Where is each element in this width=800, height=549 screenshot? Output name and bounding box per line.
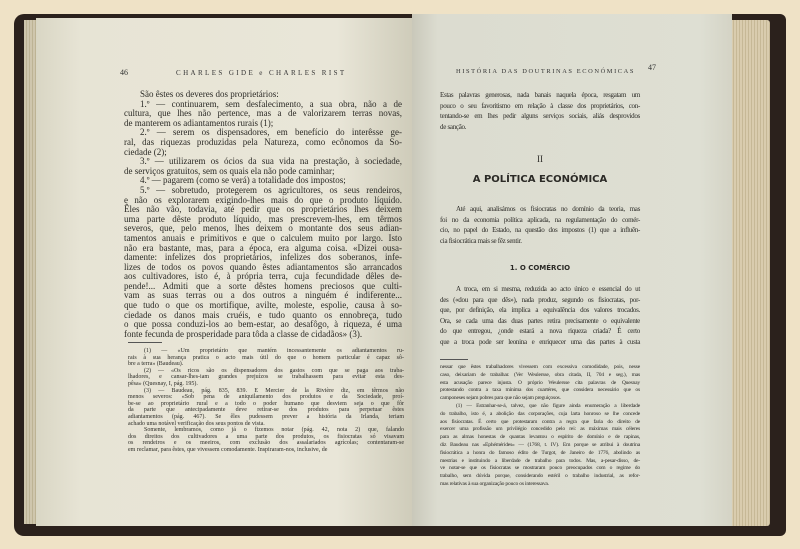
text-line: cultura, que lhes não pertence, mas a de valorizarem terras novas,: [124, 108, 402, 119]
text-line: pouco o seu favoritismo em relação à classe dos proprietários, con-: [440, 101, 640, 110]
text-line: (1) — Estranhar-se-á, talvez, que não figure ainda enumeração a liberdade: [456, 402, 640, 409]
running-head: CHARLES GIDE e CHARLES RIST: [176, 69, 347, 77]
text-line: ral, das riquezas produzidas pela Natureza, como ecônomos da So-: [124, 136, 402, 147]
footnotes: [440, 364, 640, 489]
text-line: damente: infelizes dos proprietários, infelizes dos soberanos, infe-: [124, 252, 402, 263]
text-line: de sanção.: [440, 122, 467, 131]
text-line: que tudo o que os mortifique, avilte, moleste, espolie, causa à so-: [124, 300, 402, 311]
page-number: 46: [120, 68, 128, 77]
text-line: cia fisiocrática mais se fêz sentir.: [440, 236, 522, 245]
footnotes: [128, 348, 404, 454]
text-line: aos cultivadores, isto é, à própria terra, cuja fecundidade dêles de-: [124, 271, 402, 282]
text-line: 2.º — serem os dispensadores, em benefício do interêsse ge-: [140, 127, 402, 138]
text-line: adiantamentos (pág. 467). Se êles pudessem prever a história da Irlanda, teriam: [128, 413, 404, 420]
text-line: lizes de todos os povos quando êstes adiantamentos são arrancados: [124, 261, 402, 272]
text-line: bre a terra» (Baudeau).: [128, 361, 184, 368]
text-line: e não os explorarem exigindo-lhes mais do que o produto líquido.: [124, 194, 402, 205]
paragraph: [440, 204, 640, 246]
text-line: tentando-se em lhes pedir alguns serviços sociais, aliás desprovidos: [440, 112, 640, 120]
footnote-rule: [128, 342, 162, 343]
text-line: protestando contra a taxa mínima dos cuartéres, que considera necessário que os: [440, 387, 640, 394]
text-line: caso, deixariam de trabalhar. (Ver Weulersse, obra citada, II, 704 e seg.), mas: [440, 371, 640, 378]
left-page: [36, 18, 412, 526]
text-line: cio, no papel do Estado, na questão dos impostos (1) que a influên-: [440, 226, 640, 234]
page-number: 47: [648, 63, 656, 72]
text-line: Êles não vão, todavia, até pedir que os proprietários lhes deixem: [124, 204, 402, 215]
page-edges-right: [728, 20, 770, 526]
text-line: 3.º — utilizarem os ócios da sua vida na prestação, à sociedade,: [140, 156, 402, 167]
text-line: ciedade (2);: [124, 146, 167, 157]
text-line: do que entregou, ¿onde estará a nova riqueza criada? É certo: [440, 327, 640, 335]
text-line: de serviços gratuitos, sem os quais ela não pode caminhar;: [124, 165, 335, 176]
chapter-title: A POLÍTICA ECONÓMICA: [472, 174, 608, 185]
text-line: para as almas honestas de quantas levantou o espírito de domínio e de rapinas,: [440, 434, 640, 441]
right-page: [412, 14, 732, 526]
text-line: ve notar-se que os fisiocratas se mostraram pouco preocupados com o regime do: [440, 465, 640, 472]
text-line: lhadores, e cansar-lhes-iam grandes prejuízos se trabalhassem para evitar esta des-: [128, 374, 404, 381]
text-line: pêsa» (Quesnay, I, pág. 195).: [128, 380, 198, 387]
text-line: não era bastante, mas, para a época, era alguma coisa. «Dizei ousa-: [124, 242, 402, 253]
text-line: Ora, se cada uma das duas partes retira precisamente o equivalente: [440, 316, 640, 325]
text-line: foi no da economia política aplicada, na regulamentação do comér-: [440, 215, 640, 224]
text-line: que a troca pode ser leonina e enriquecer uma das partes à custa: [440, 337, 640, 346]
text-line: vam as suas terras ou a dos outros a ninguém é indiferente...: [124, 290, 402, 301]
section-title: 1. O COMÉRCIO: [509, 264, 571, 272]
text-line: 1.º — continuarem, sem desfalecimento, a sua obra, não a de: [140, 98, 402, 109]
text-line: tamentos anuais e primitivos e que o calculem muito por largo. Isto: [124, 232, 402, 243]
text-line: mestrias e instituindo a liberdade de trabalho para todos. Mas, a-pesar-disso, de-: [440, 457, 640, 464]
text-line: severos, que, pelo menos, lhes deixem o montante dos seus adian-: [124, 223, 402, 234]
text-line: menos severos: «Sob pena de aniquilamento dos produtos e da Sociedade, proí-: [128, 394, 404, 401]
text-line: (3) — Baudeau, pág. 835, 839. E Mercier de la Rivière diz, em têrmos não: [144, 387, 404, 394]
text-line: camponeses sejam pobres para que não sejam preguiçosos.: [440, 395, 561, 402]
text-line: des («dou para que dês»), nada produz, segundo os fisiocratas, por-: [440, 295, 640, 304]
text-line: São êstes os deveres dos proprietários:: [140, 89, 279, 99]
text-line: do trabalho, isto é, a abolição das corporações, cuja larta honroso se lhe concede: [440, 410, 640, 417]
text-line: mas relativas à sua organização pouco os interessava.: [440, 480, 549, 487]
text-line: 4.º — pagarem (como se verá) a totalidade dos impostos;: [140, 175, 346, 186]
running-head: HISTÓRIA DAS DOUTRINAS ECONÓMICAS: [456, 68, 636, 75]
text-line: de manterem os adiantamentos rurais (1);: [124, 117, 274, 128]
text-line: Estas palavras generosas, nada banais naquela época, resgatam um: [440, 91, 640, 99]
text-line: A troca, em si mesma, reduzida ao acto único e essencial do ut: [456, 285, 640, 293]
text-line: fisiocrática a honra do famoso édito de Turgot, de Janeiro de 1776, abolindo as: [440, 449, 640, 456]
text-line: em reclamar, para êstes, que vivessem comodamente. Inspiraram-nos, inclusive, de: [128, 446, 328, 453]
text-line: aos fisiocratas. É certo que protestaram contra a regra que faria do direito de: [440, 418, 640, 425]
text-line: 5.º — sobretudo, protegerem os agricultores, os seus rendeiros,: [140, 184, 402, 195]
text-line: os rendeiros e os meeiros, com exclusão dos assalariados agrícolas; contentaram-se: [128, 440, 404, 447]
text-line: Até aqui, analisámos os fisiocratas no domínio da teoria, mas: [456, 205, 640, 213]
intro-text: [440, 90, 640, 132]
text-line: exercer uma profissão um privilégio concedido pelo rei: as máximas mais céleres: [440, 426, 640, 433]
text-line: esta acusação parece injusta. O próprio Weulersse cita palavras de Quesnay: [440, 379, 640, 386]
text-line: Somente, lembramos, como já o fizemos notar (pág. 42, nota 2) que, falando: [144, 427, 404, 434]
text-line: ciedade os danos mais cruéis, e tudo quanto os ennobreça, tudo: [124, 309, 402, 320]
text-line: o que possa conduzi-los ao bem-estar, ao desafôgo, à riqueza, é uma: [124, 319, 402, 330]
text-line: nessar que êstes trabalhadores vivessem com excessiva comodidade, pois, nesse: [440, 364, 640, 370]
text-line: fonte fecunda de prosperidade para tôda a classe de cidadãos» (3).: [124, 328, 363, 339]
text-line: rais à sua herança pratica o acto mais útil do que o homem particular é capaz sô-: [128, 354, 404, 361]
text-line: trabalho, sem dúvida porque, considerando estéril o trabalho industrial, as refor-: [440, 473, 640, 480]
body-text: [124, 90, 402, 339]
text-line: (1) — «Um proprietário que mantém incessantemente os adiantamentos ru-: [144, 348, 404, 354]
text-line: (2) — «Os ricos são os dispensadores dos gastos com que se paga aos traba-: [144, 367, 404, 374]
text-line: que, por definição, ela implica a equivalência dos valores trocados.: [440, 306, 640, 314]
text-line: be-se ao proprietário rural e a todo o poder humano que desviem seja o que fôr: [128, 400, 404, 407]
text-line: achado uma notável verificação dos seus pontos de vista.: [128, 420, 265, 427]
text-line: pende!... Admiti que a sorte dêstes homens preciosos que culti-: [124, 280, 402, 291]
footnote-rule: [440, 359, 468, 360]
text-line: uma parte dêste produto líquido, mas prescrevem-lhes, em têrmos: [124, 213, 402, 224]
text-line: diz Baudeau nas «Ephémérides» — (1768, t. IV). Em porque se atribui à doutrina: [440, 441, 640, 448]
text-line: da parte que antecipadamente deve retirar-se dos produtos para perpetuar êstes: [128, 407, 404, 414]
text-line: dos direitos dos cultivadores a uma parte dos produtos, os fisiocratas só visavam: [128, 433, 404, 440]
chapter-number: II: [537, 154, 543, 164]
paragraph: [440, 284, 640, 347]
